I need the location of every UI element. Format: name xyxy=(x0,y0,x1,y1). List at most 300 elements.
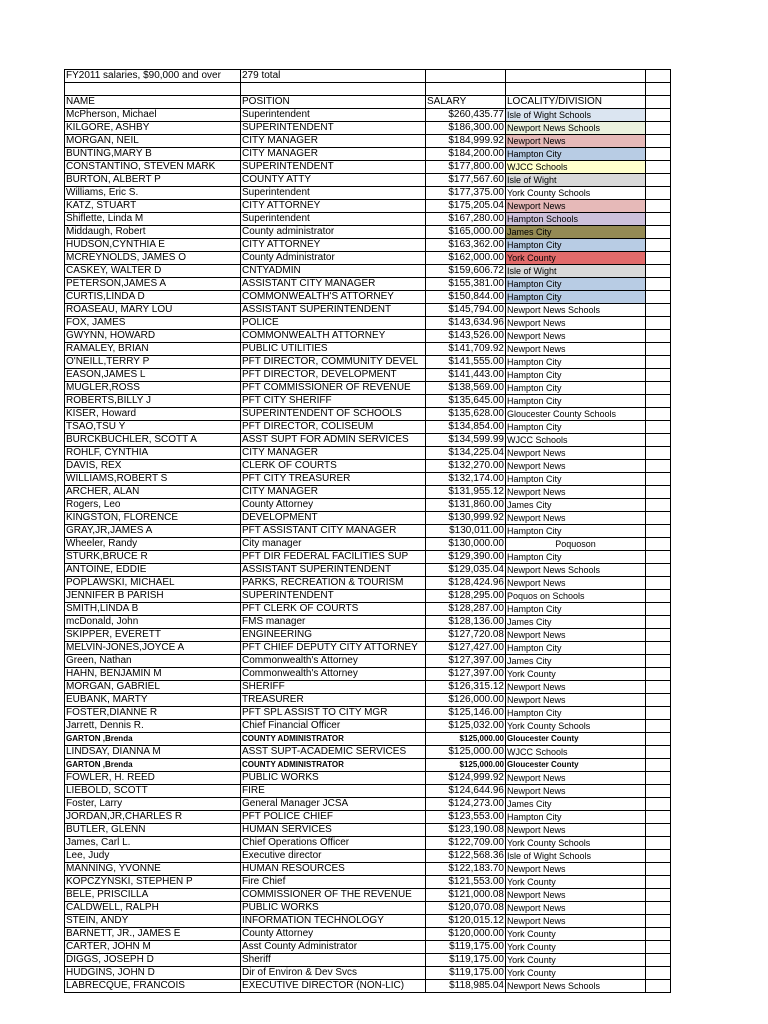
position-cell[interactable]: SUPERINTENDENT xyxy=(241,122,426,135)
salary-cell[interactable]: $124,999.92 xyxy=(426,772,506,785)
empty-cell[interactable] xyxy=(646,447,671,460)
salary-cell[interactable]: $121,000.08 xyxy=(426,889,506,902)
locality-cell[interactable]: Newport News xyxy=(506,317,646,330)
empty-cell[interactable] xyxy=(646,889,671,902)
salary-cell[interactable]: $131,860.00 xyxy=(426,499,506,512)
empty-cell[interactable] xyxy=(646,928,671,941)
position-cell[interactable]: ASSISTANT CITY MANAGER xyxy=(241,278,426,291)
salary-cell[interactable]: $177,375.00 xyxy=(426,187,506,200)
name-cell[interactable]: GARTON ,Brenda xyxy=(65,733,241,746)
salary-cell[interactable]: $132,270.00 xyxy=(426,460,506,473)
name-cell[interactable]: CASKEY, WALTER D xyxy=(65,265,241,278)
salary-cell[interactable]: $124,644.96 xyxy=(426,785,506,798)
name-cell[interactable]: STURK,BRUCE R xyxy=(65,551,241,564)
locality-cell[interactable]: Hampton City xyxy=(506,421,646,434)
empty-cell[interactable] xyxy=(646,304,671,317)
name-cell[interactable]: KISER, Howard xyxy=(65,408,241,421)
position-cell[interactable]: CITY ATTORNEY xyxy=(241,239,426,252)
name-cell[interactable]: ANTOINE, EDDIE xyxy=(65,564,241,577)
name-cell[interactable]: ARCHER, ALAN xyxy=(65,486,241,499)
salary-cell[interactable]: $163,362.00 xyxy=(426,239,506,252)
position-cell[interactable]: County Administrator xyxy=(241,252,426,265)
empty-cell[interactable] xyxy=(646,252,671,265)
position-cell[interactable]: Superintendent xyxy=(241,109,426,122)
empty-cell[interactable] xyxy=(646,746,671,759)
name-cell[interactable]: CURTIS,LINDA D xyxy=(65,291,241,304)
salary-cell[interactable]: $125,000.00 xyxy=(426,759,506,772)
locality-cell[interactable]: Hampton City xyxy=(506,525,646,538)
position-cell[interactable]: Dir of Environ & Dev Svcs xyxy=(241,967,426,980)
salary-cell[interactable]: $162,000.00 xyxy=(426,252,506,265)
empty-cell[interactable] xyxy=(646,460,671,473)
empty-cell[interactable] xyxy=(646,382,671,395)
name-cell[interactable]: James, Carl L. xyxy=(65,837,241,850)
position-cell[interactable]: DEVELOPMENT xyxy=(241,512,426,525)
empty-cell[interactable] xyxy=(646,967,671,980)
header-locality[interactable]: LOCALITY/DIVISION xyxy=(506,96,646,109)
empty-cell[interactable] xyxy=(646,96,671,109)
locality-cell[interactable]: Gloucester County xyxy=(506,733,646,746)
position-cell[interactable]: ASST SUPT-ACADEMIC SERVICES xyxy=(241,746,426,759)
salary-cell[interactable]: $145,794.00 xyxy=(426,304,506,317)
locality-cell[interactable]: Newport News xyxy=(506,694,646,707)
position-cell[interactable]: INFORMATION TECHNOLOGY xyxy=(241,915,426,928)
name-cell[interactable]: GWYNN, HOWARD xyxy=(65,330,241,343)
empty-cell[interactable] xyxy=(646,395,671,408)
locality-cell[interactable]: Newport News Schools xyxy=(506,564,646,577)
empty-cell[interactable] xyxy=(646,109,671,122)
empty-cell[interactable] xyxy=(646,733,671,746)
position-cell[interactable]: PFT CHIEF DEPUTY CITY ATTORNEY xyxy=(241,642,426,655)
empty-cell[interactable] xyxy=(646,525,671,538)
empty-cell[interactable] xyxy=(646,785,671,798)
empty-cell[interactable] xyxy=(646,603,671,616)
salary-cell[interactable]: $127,397.00 xyxy=(426,655,506,668)
locality-cell[interactable]: York County xyxy=(506,252,646,265)
locality-cell[interactable]: Newport News xyxy=(506,460,646,473)
locality-cell[interactable]: James City xyxy=(506,616,646,629)
empty-cell[interactable] xyxy=(646,668,671,681)
empty-cell[interactable] xyxy=(646,265,671,278)
salary-cell[interactable]: $130,000.00 xyxy=(426,538,506,551)
salary-cell[interactable]: $130,999.92 xyxy=(426,512,506,525)
empty-cell[interactable] xyxy=(646,213,671,226)
salary-cell[interactable]: $138,569.00 xyxy=(426,382,506,395)
name-cell[interactable]: SMITH,LINDA B xyxy=(65,603,241,616)
name-cell[interactable]: SKIPPER, EVERETT xyxy=(65,629,241,642)
salary-cell[interactable]: $167,280.00 xyxy=(426,213,506,226)
position-cell[interactable]: COMMISSIONER OF THE REVENUE xyxy=(241,889,426,902)
position-cell[interactable]: SUPERINTENDENT xyxy=(241,161,426,174)
name-cell[interactable]: Shiflette, Linda M xyxy=(65,213,241,226)
empty-cell[interactable] xyxy=(646,83,671,96)
empty-cell[interactable] xyxy=(426,83,506,96)
position-cell[interactable]: CNTYADMIN xyxy=(241,265,426,278)
position-cell[interactable]: PFT POLICE CHIEF xyxy=(241,811,426,824)
name-cell[interactable]: McPherson, Michael xyxy=(65,109,241,122)
empty-cell[interactable] xyxy=(646,317,671,330)
locality-cell[interactable]: Hampton City xyxy=(506,811,646,824)
locality-cell[interactable]: Newport News Schools xyxy=(506,122,646,135)
locality-cell[interactable]: WJCC Schools xyxy=(506,746,646,759)
position-cell[interactable]: COMMONWEALTH'S ATTORNEY xyxy=(241,291,426,304)
salary-cell[interactable]: $143,526.00 xyxy=(426,330,506,343)
position-cell[interactable]: Sheriff xyxy=(241,954,426,967)
position-cell[interactable]: COMMONWEALTH ATTORNEY xyxy=(241,330,426,343)
header-salary[interactable]: SALARY xyxy=(426,96,506,109)
locality-cell[interactable]: Hampton City xyxy=(506,148,646,161)
position-cell[interactable]: SUPERINTENDENT OF SCHOOLS xyxy=(241,408,426,421)
position-cell[interactable]: County Attorney xyxy=(241,499,426,512)
salary-cell[interactable]: $121,553.00 xyxy=(426,876,506,889)
position-cell[interactable]: PFT DIRECTOR, COLISEUM xyxy=(241,421,426,434)
locality-cell[interactable]: Hampton City xyxy=(506,356,646,369)
position-cell[interactable]: PFT DIRECTOR, DEVELOPMENT xyxy=(241,369,426,382)
name-cell[interactable]: HUDSON,CYNTHIA E xyxy=(65,239,241,252)
empty-cell[interactable] xyxy=(646,720,671,733)
salary-cell[interactable]: $122,183.70 xyxy=(426,863,506,876)
name-cell[interactable]: TSAO,TSU Y xyxy=(65,421,241,434)
position-cell[interactable]: PUBLIC WORKS xyxy=(241,902,426,915)
empty-cell[interactable] xyxy=(646,70,671,83)
name-cell[interactable]: LIEBOLD, SCOTT xyxy=(65,785,241,798)
locality-cell[interactable]: York County xyxy=(506,928,646,941)
position-cell[interactable]: HUMAN SERVICES xyxy=(241,824,426,837)
locality-cell[interactable]: Newport News Schools xyxy=(506,980,646,993)
empty-cell[interactable] xyxy=(646,876,671,889)
position-cell[interactable]: CITY ATTORNEY xyxy=(241,200,426,213)
empty-cell[interactable] xyxy=(646,655,671,668)
name-cell[interactable]: RAMALEY, BRIAN xyxy=(65,343,241,356)
locality-cell[interactable]: York County Schools xyxy=(506,720,646,733)
locality-cell[interactable]: Poquos on Schools xyxy=(506,590,646,603)
locality-cell[interactable]: Gloucester County xyxy=(506,759,646,772)
name-cell[interactable]: BARNETT, JR., JAMES E xyxy=(65,928,241,941)
salary-cell[interactable]: $184,999.92 xyxy=(426,135,506,148)
total-count[interactable]: 279 total xyxy=(241,70,426,83)
empty-cell[interactable] xyxy=(646,486,671,499)
salary-cell[interactable]: $125,000.00 xyxy=(426,733,506,746)
empty-cell[interactable] xyxy=(646,148,671,161)
name-cell[interactable]: BURCKBUCHLER, SCOTT A xyxy=(65,434,241,447)
position-cell[interactable]: ASSISTANT SUPERINTENDENT xyxy=(241,564,426,577)
salary-cell[interactable]: $122,568.36 xyxy=(426,850,506,863)
locality-cell[interactable]: Newport News xyxy=(506,577,646,590)
empty-cell[interactable] xyxy=(646,278,671,291)
salary-cell[interactable]: $127,397.00 xyxy=(426,668,506,681)
locality-cell[interactable]: Gloucester County Schools xyxy=(506,408,646,421)
locality-cell[interactable]: York County Schools xyxy=(506,187,646,200)
name-cell[interactable]: KOPCZYNSKI, STEPHEN P xyxy=(65,876,241,889)
locality-cell[interactable]: Newport News xyxy=(506,343,646,356)
name-cell[interactable]: MELVIN-JONES,JOYCE A xyxy=(65,642,241,655)
salary-cell[interactable]: $119,175.00 xyxy=(426,954,506,967)
name-cell[interactable]: Foster, Larry xyxy=(65,798,241,811)
locality-cell[interactable]: Hampton City xyxy=(506,369,646,382)
locality-cell[interactable]: York County xyxy=(506,668,646,681)
empty-cell[interactable] xyxy=(646,408,671,421)
position-cell[interactable]: PUBLIC UTILITIES xyxy=(241,343,426,356)
name-cell[interactable]: KATZ, STUART xyxy=(65,200,241,213)
empty-cell[interactable] xyxy=(646,434,671,447)
empty-cell[interactable] xyxy=(646,291,671,304)
salary-cell[interactable]: $126,315.12 xyxy=(426,681,506,694)
name-cell[interactable]: KINGSTON, FLORENCE xyxy=(65,512,241,525)
position-cell[interactable]: PUBLIC WORKS xyxy=(241,772,426,785)
salary-cell[interactable]: $128,424.96 xyxy=(426,577,506,590)
position-cell[interactable]: Commonwealth's Attorney xyxy=(241,668,426,681)
position-cell[interactable]: COUNTY ADMINISTRATOR xyxy=(241,759,426,772)
position-cell[interactable]: COUNTY ATTY xyxy=(241,174,426,187)
position-cell[interactable]: Commonwealth's Attorney xyxy=(241,655,426,668)
name-cell[interactable]: STEIN, ANDY xyxy=(65,915,241,928)
name-cell[interactable]: MORGAN, GABRIEL xyxy=(65,681,241,694)
position-cell[interactable]: PFT CITY TREASURER xyxy=(241,473,426,486)
position-cell[interactable]: County administrator xyxy=(241,226,426,239)
locality-cell[interactable]: Newport News xyxy=(506,330,646,343)
name-cell[interactable]: HUDGINS, JOHN D xyxy=(65,967,241,980)
name-cell[interactable]: JENNIFER B PARISH xyxy=(65,590,241,603)
name-cell[interactable]: BUNTING,MARY B xyxy=(65,148,241,161)
position-cell[interactable]: ENGINEERING xyxy=(241,629,426,642)
salary-cell[interactable]: $260,435.77 xyxy=(426,109,506,122)
name-cell[interactable]: ROHLF, CYNTHIA xyxy=(65,447,241,460)
salary-cell[interactable]: $135,628.00 xyxy=(426,408,506,421)
name-cell[interactable]: DIGGS, JOSEPH D xyxy=(65,954,241,967)
locality-cell[interactable]: York County xyxy=(506,954,646,967)
name-cell[interactable]: GARTON ,Brenda xyxy=(65,759,241,772)
locality-cell[interactable]: James City xyxy=(506,655,646,668)
salary-cell[interactable]: $125,146.00 xyxy=(426,707,506,720)
empty-cell[interactable] xyxy=(646,538,671,551)
locality-cell[interactable]: Newport News xyxy=(506,889,646,902)
salary-cell[interactable]: $130,011.00 xyxy=(426,525,506,538)
position-cell[interactable]: PFT COMMISSIONER OF REVENUE xyxy=(241,382,426,395)
locality-cell[interactable]: Newport News xyxy=(506,447,646,460)
salary-cell[interactable]: $141,555.00 xyxy=(426,356,506,369)
salary-cell[interactable]: $134,599.99 xyxy=(426,434,506,447)
position-cell[interactable]: PFT SPL ASSIST TO CITY MGR xyxy=(241,707,426,720)
name-cell[interactable]: BUTLER, GLENN xyxy=(65,824,241,837)
empty-cell[interactable] xyxy=(646,200,671,213)
empty-cell[interactable] xyxy=(646,551,671,564)
empty-cell[interactable] xyxy=(646,369,671,382)
locality-cell[interactable]: Hampton City xyxy=(506,239,646,252)
name-cell[interactable]: Rogers, Leo xyxy=(65,499,241,512)
salary-cell[interactable]: $118,985.04 xyxy=(426,980,506,993)
position-cell[interactable]: SUPERINTENDENT xyxy=(241,590,426,603)
salary-cell[interactable]: $132,174.00 xyxy=(426,473,506,486)
salary-cell[interactable]: $131,955.12 xyxy=(426,486,506,499)
name-cell[interactable]: LINDSAY, DIANNA M xyxy=(65,746,241,759)
locality-cell[interactable]: Newport News xyxy=(506,486,646,499)
position-cell[interactable]: CITY MANAGER xyxy=(241,447,426,460)
locality-cell[interactable]: Hampton City xyxy=(506,551,646,564)
name-cell[interactable]: FOX, JAMES xyxy=(65,317,241,330)
position-cell[interactable]: FIRE xyxy=(241,785,426,798)
empty-cell[interactable] xyxy=(646,772,671,785)
empty-cell[interactable] xyxy=(646,694,671,707)
empty-cell[interactable] xyxy=(646,863,671,876)
name-cell[interactable]: ROBERTS,BILLY J xyxy=(65,395,241,408)
empty-cell[interactable] xyxy=(646,226,671,239)
salary-cell[interactable]: $125,000.00 xyxy=(426,746,506,759)
name-cell[interactable]: MCREYNOLDS, JAMES O xyxy=(65,252,241,265)
empty-cell[interactable] xyxy=(426,70,506,83)
empty-cell[interactable] xyxy=(646,707,671,720)
locality-cell[interactable]: Newport News xyxy=(506,902,646,915)
name-cell[interactable]: EASON,JAMES L xyxy=(65,369,241,382)
salary-cell[interactable]: $129,390.00 xyxy=(426,551,506,564)
salary-cell[interactable]: $177,567.60 xyxy=(426,174,506,187)
locality-cell[interactable]: Poquoson xyxy=(506,538,646,551)
empty-cell[interactable] xyxy=(646,954,671,967)
salary-cell[interactable]: $175,205.04 xyxy=(426,200,506,213)
position-cell[interactable]: PFT DIR FEDERAL FACILITIES SUP xyxy=(241,551,426,564)
salary-cell[interactable]: $128,287.00 xyxy=(426,603,506,616)
locality-cell[interactable]: Hampton City xyxy=(506,291,646,304)
empty-cell[interactable] xyxy=(646,811,671,824)
salary-cell[interactable]: $165,000.00 xyxy=(426,226,506,239)
name-cell[interactable]: CARTER, JOHN M xyxy=(65,941,241,954)
empty-cell[interactable] xyxy=(646,473,671,486)
locality-cell[interactable]: York County xyxy=(506,941,646,954)
empty-cell[interactable] xyxy=(646,837,671,850)
locality-cell[interactable]: Newport News xyxy=(506,915,646,928)
position-cell[interactable]: Fire Chief xyxy=(241,876,426,889)
locality-cell[interactable]: James City xyxy=(506,798,646,811)
empty-cell[interactable] xyxy=(646,421,671,434)
empty-cell[interactable] xyxy=(646,681,671,694)
locality-cell[interactable]: WJCC Schools xyxy=(506,434,646,447)
header-position[interactable]: POSITION xyxy=(241,96,426,109)
locality-cell[interactable]: York County Schools xyxy=(506,837,646,850)
empty-cell[interactable] xyxy=(646,122,671,135)
name-cell[interactable]: Williams, Eric S. xyxy=(65,187,241,200)
salary-cell[interactable]: $150,844.00 xyxy=(426,291,506,304)
locality-cell[interactable]: York County xyxy=(506,876,646,889)
locality-cell[interactable]: Isle of Wight Schools xyxy=(506,109,646,122)
locality-cell[interactable]: Newport News xyxy=(506,863,646,876)
empty-cell[interactable] xyxy=(646,564,671,577)
empty-cell[interactable] xyxy=(646,356,671,369)
position-cell[interactable]: Executive director xyxy=(241,850,426,863)
empty-cell[interactable] xyxy=(646,187,671,200)
name-cell[interactable]: ROASEAU, MARY LOU xyxy=(65,304,241,317)
name-cell[interactable]: CALDWELL, RALPH xyxy=(65,902,241,915)
name-cell[interactable]: Middaugh, Robert xyxy=(65,226,241,239)
name-cell[interactable]: KILGORE, ASHBY xyxy=(65,122,241,135)
name-cell[interactable]: WILLIAMS,ROBERT S xyxy=(65,473,241,486)
locality-cell[interactable]: Isle of Wight xyxy=(506,265,646,278)
salary-cell[interactable]: $155,381.00 xyxy=(426,278,506,291)
empty-cell[interactable] xyxy=(646,642,671,655)
name-cell[interactable]: Jarrett, Dennis R. xyxy=(65,720,241,733)
locality-cell[interactable]: Newport News xyxy=(506,824,646,837)
empty-cell[interactable] xyxy=(646,174,671,187)
empty-cell[interactable] xyxy=(646,330,671,343)
locality-cell[interactable]: Newport News xyxy=(506,681,646,694)
position-cell[interactable]: ASST SUPT FOR ADMIN SERVICES xyxy=(241,434,426,447)
name-cell[interactable]: MANNING, YVONNE xyxy=(65,863,241,876)
empty-cell[interactable] xyxy=(646,499,671,512)
salary-cell[interactable]: $159,606.72 xyxy=(426,265,506,278)
empty-cell[interactable] xyxy=(241,83,426,96)
name-cell[interactable]: POPLAWSKI, MICHAEL xyxy=(65,577,241,590)
salary-cell[interactable]: $120,015.12 xyxy=(426,915,506,928)
empty-cell[interactable] xyxy=(646,798,671,811)
position-cell[interactable]: SHERIFF xyxy=(241,681,426,694)
salary-cell[interactable]: $128,295.00 xyxy=(426,590,506,603)
position-cell[interactable]: CITY MANAGER xyxy=(241,148,426,161)
salary-cell[interactable]: $123,190.08 xyxy=(426,824,506,837)
locality-cell[interactable]: York County xyxy=(506,967,646,980)
locality-cell[interactable]: Newport News Schools xyxy=(506,304,646,317)
name-cell[interactable]: BURTON, ALBERT P xyxy=(65,174,241,187)
position-cell[interactable]: Superintendent xyxy=(241,213,426,226)
name-cell[interactable]: DAVIS, REX xyxy=(65,460,241,473)
salary-cell[interactable]: $127,720.08 xyxy=(426,629,506,642)
locality-cell[interactable]: Isle of Wight xyxy=(506,174,646,187)
name-cell[interactable]: JORDAN,JR,CHARLES R xyxy=(65,811,241,824)
salary-cell[interactable]: $124,273.00 xyxy=(426,798,506,811)
name-cell[interactable]: MUGLER,ROSS xyxy=(65,382,241,395)
position-cell[interactable]: PFT ASSISTANT CITY MANAGER xyxy=(241,525,426,538)
salary-cell[interactable]: $177,800.00 xyxy=(426,161,506,174)
locality-cell[interactable]: WJCC Schools xyxy=(506,161,646,174)
salary-cell[interactable]: $119,175.00 xyxy=(426,967,506,980)
position-cell[interactable]: PARKS, RECREATION & TOURISM xyxy=(241,577,426,590)
salary-cell[interactable]: $134,854.00 xyxy=(426,421,506,434)
locality-cell[interactable]: Newport News xyxy=(506,772,646,785)
header-name[interactable]: NAME xyxy=(65,96,241,109)
position-cell[interactable]: Chief Operations Officer xyxy=(241,837,426,850)
locality-cell[interactable]: Newport News xyxy=(506,512,646,525)
locality-cell[interactable]: James City xyxy=(506,499,646,512)
salary-cell[interactable]: $122,709.00 xyxy=(426,837,506,850)
salary-cell[interactable]: $135,645.00 xyxy=(426,395,506,408)
locality-cell[interactable]: Hampton City xyxy=(506,642,646,655)
name-cell[interactable]: Wheeler, Randy xyxy=(65,538,241,551)
locality-cell[interactable]: Hampton City xyxy=(506,382,646,395)
locality-cell[interactable]: Newport News xyxy=(506,785,646,798)
salary-cell[interactable]: $119,175.00 xyxy=(426,941,506,954)
empty-cell[interactable] xyxy=(646,902,671,915)
position-cell[interactable]: General Manager JCSA xyxy=(241,798,426,811)
position-cell[interactable]: ASSISTANT SUPERINTENDENT xyxy=(241,304,426,317)
position-cell[interactable]: TREASURER xyxy=(241,694,426,707)
empty-cell[interactable] xyxy=(646,915,671,928)
name-cell[interactable]: Lee, Judy xyxy=(65,850,241,863)
name-cell[interactable]: FOWLER, H. REED xyxy=(65,772,241,785)
name-cell[interactable]: GRAY,JR,JAMES A xyxy=(65,525,241,538)
salary-cell[interactable]: $126,000.00 xyxy=(426,694,506,707)
salary-cell[interactable]: $127,427.00 xyxy=(426,642,506,655)
position-cell[interactable]: CITY MANAGER xyxy=(241,486,426,499)
locality-cell[interactable]: Hampton City xyxy=(506,707,646,720)
empty-cell[interactable] xyxy=(506,70,646,83)
empty-cell[interactable] xyxy=(646,980,671,993)
locality-cell[interactable]: Newport News xyxy=(506,200,646,213)
salary-cell[interactable]: $141,443.00 xyxy=(426,369,506,382)
empty-cell[interactable] xyxy=(506,83,646,96)
name-cell[interactable]: O'NEILL,TERRY P xyxy=(65,356,241,369)
position-cell[interactable]: PFT CITY SHERIFF xyxy=(241,395,426,408)
salary-cell[interactable]: $186,300.00 xyxy=(426,122,506,135)
name-cell[interactable]: MORGAN, NEIL xyxy=(65,135,241,148)
locality-cell[interactable]: Hampton City xyxy=(506,473,646,486)
name-cell[interactable]: BELE, PRISCILLA xyxy=(65,889,241,902)
